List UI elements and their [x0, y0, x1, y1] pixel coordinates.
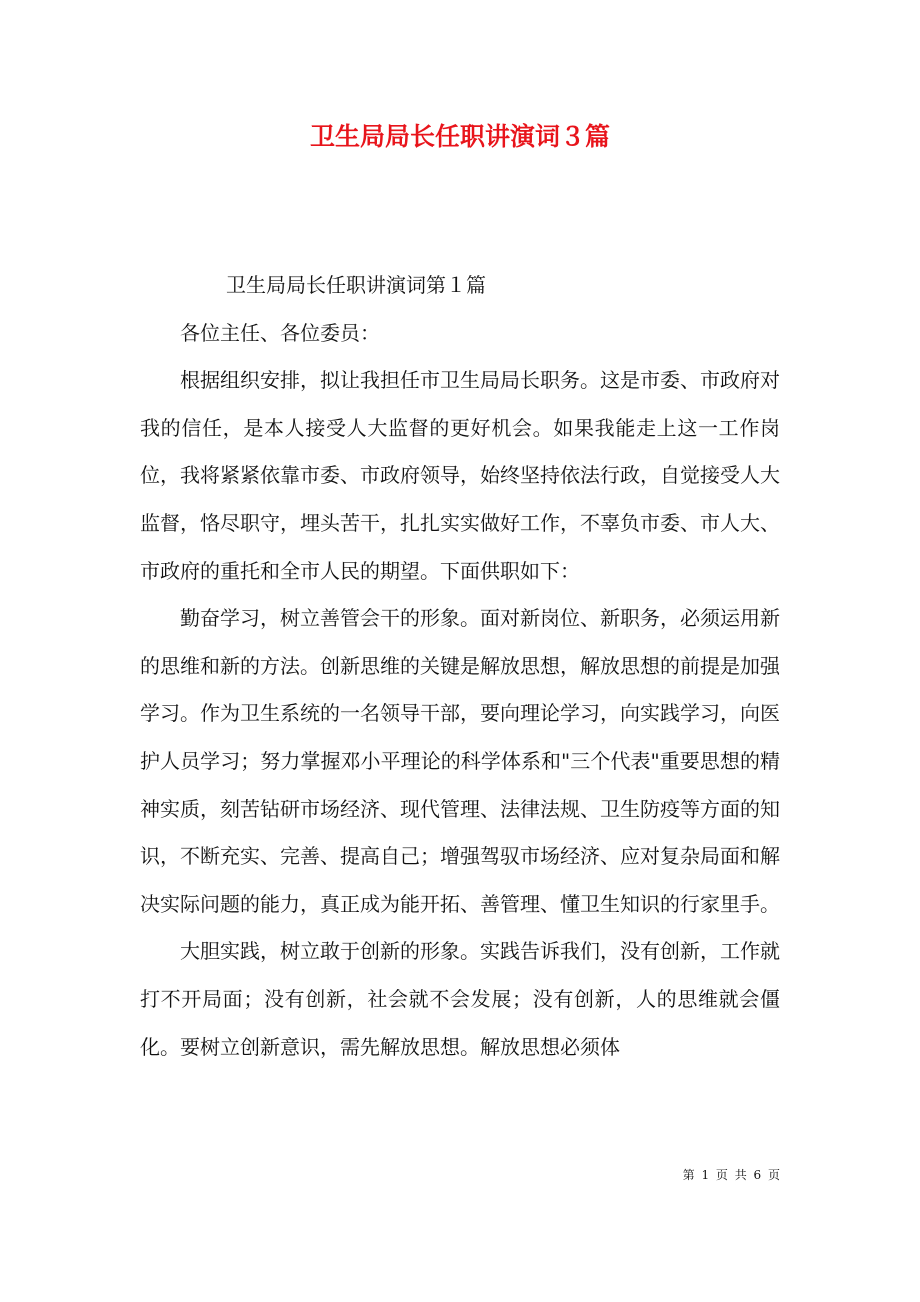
salutation-paragraph: 各位主任、各位委员： — [180, 320, 380, 345]
body-paragraph: 勤奋学习，树立善管会干的形象。面对新岗位、新职务，必须运用新的思维和新的方法。创新思维的关键是解放思想，解放思想的前提是加强学习。作为卫生系统的一名领导干部，要向理论学习，向实践学习，向医护人员学习；努力掌握邓小平理论的科学体系和"三个代表"重要思想的精神实质，刻苦钻研市场经济、现代管理、法律法规、卫生防疫等方面的知识，不断充实、完善、提高自己；增强驾驭市场经济、应对复杂局面和解决实际问题的能力，真正成为能开拓、善管理、懂卫生知识的行家里手。 — [140, 606, 780, 916]
section-subheading: 卫生局局长任职讲演词第１篇 — [226, 273, 486, 297]
document-title: 卫生局局长任职讲演词３篇 — [309, 122, 610, 151]
document-body — [140, 262, 780, 1071]
body-paragraph: 根据组织安排，拟让我担任市卫生局局长职务。这是市委、市政府对我的信任，是本人接受人大监督的更好机会。如果我能走上这一工作岗位，我将紧紧依靠市委、市政府领导，始终坚持依法行政，自觉接受人大监督，恪尽职守，埋头苦干，扎扎实实做好工作，不辜负市委、市人大、市政府的重托和全市人民的期望。下面供职如下： — [140, 368, 780, 583]
body-paragraph: 大胆实践，树立敢于创新的形象。实践告诉我们，没有创新，工作就打不开局面；没有创新，社会就不会发展；没有创新，人的思维就会僵化。要树立创新意识，需先解放思想。解放思想必须体 — [140, 939, 780, 1059]
page-number-footer: 第 1 页 共 6 页 — [682, 1168, 780, 1182]
